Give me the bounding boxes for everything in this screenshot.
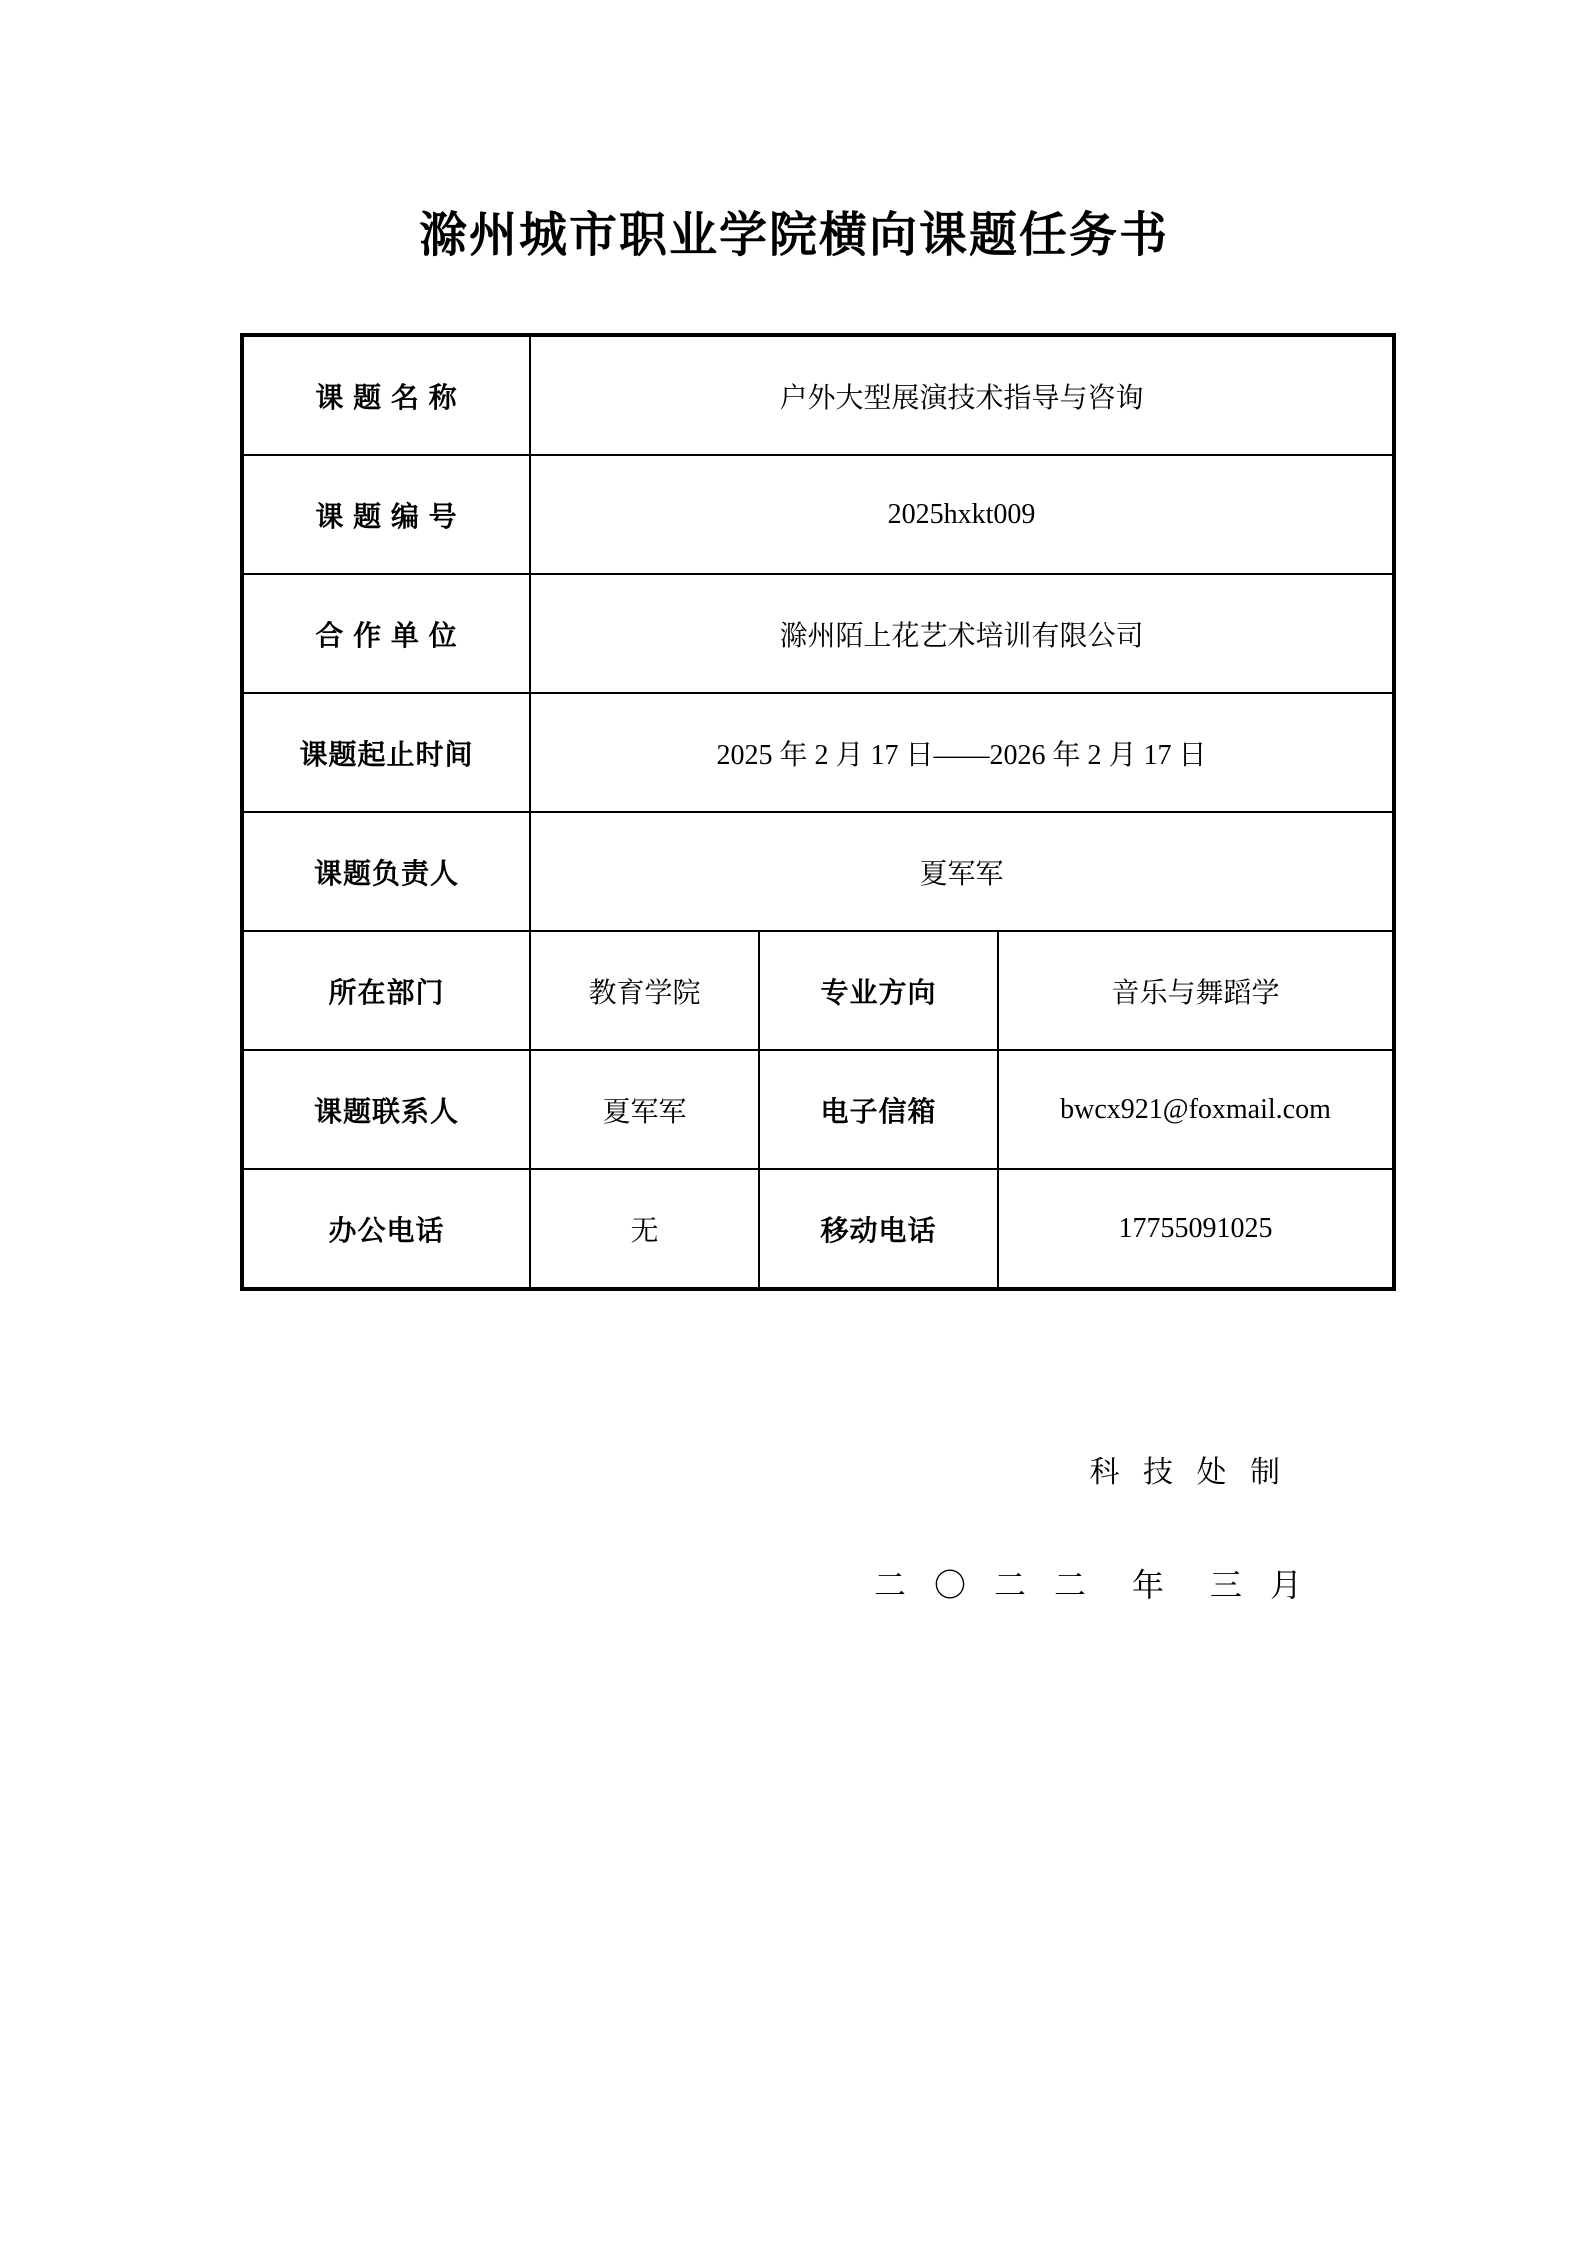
field-label-contact-person: 课题联系人 <box>242 1050 530 1169</box>
field-label-project-duration: 课题起止时间 <box>242 693 530 812</box>
field-value-email: bwcx921@foxmail.com <box>998 1050 1394 1169</box>
field-label-partner-unit: 合 作 单 位 <box>242 574 530 693</box>
field-value-project-leader: 夏军军 <box>530 812 1394 931</box>
table-row-contact <box>242 1050 1394 1169</box>
field-value-project-name: 户外大型展演技术指导与咨询 <box>530 335 1394 455</box>
field-value-office-phone: 无 <box>530 1169 759 1289</box>
table-row-phones <box>242 1169 1394 1289</box>
field-value-mobile-phone: 17755091025 <box>998 1169 1394 1289</box>
field-label-department: 所在部门 <box>242 931 530 1050</box>
issuer-line: 科 技 处 制 <box>1089 1456 1288 1489</box>
field-value-project-number: 2025hxkt009 <box>530 455 1394 574</box>
field-label-email: 电子信箱 <box>759 1050 998 1169</box>
field-value-project-duration: 2025 年 2 月 17 日——2026 年 2 月 17 日 <box>530 693 1394 812</box>
table-row-project-duration <box>242 693 1394 812</box>
field-label-project-leader: 课题负责人 <box>242 812 530 931</box>
field-label-project-name: 课 题 名 称 <box>242 335 530 455</box>
field-label-major-direction: 专业方向 <box>759 931 998 1050</box>
field-value-contact-person: 夏军军 <box>530 1050 759 1169</box>
table-row-project-leader <box>242 812 1394 931</box>
field-label-office-phone: 办公电话 <box>242 1169 530 1289</box>
field-value-department: 教育学院 <box>530 931 759 1050</box>
table-row-partner-unit <box>242 574 1394 693</box>
table-row-department <box>242 931 1394 1050</box>
date-line: 二 〇 二 二 年 三 月 <box>873 1567 1312 1603</box>
table-row-project-name <box>242 335 1394 455</box>
project-info-table <box>240 333 1396 1291</box>
field-value-partner-unit: 滁州陌上花艺术培训有限公司 <box>530 574 1394 693</box>
document-title: 滁州城市职业学院横向课题任务书 <box>418 209 1169 262</box>
field-label-mobile-phone: 移动电话 <box>759 1169 998 1289</box>
field-value-major-direction: 音乐与舞蹈学 <box>998 931 1394 1050</box>
field-label-project-number: 课 题 编 号 <box>242 455 530 574</box>
table-row-project-number <box>242 455 1394 574</box>
